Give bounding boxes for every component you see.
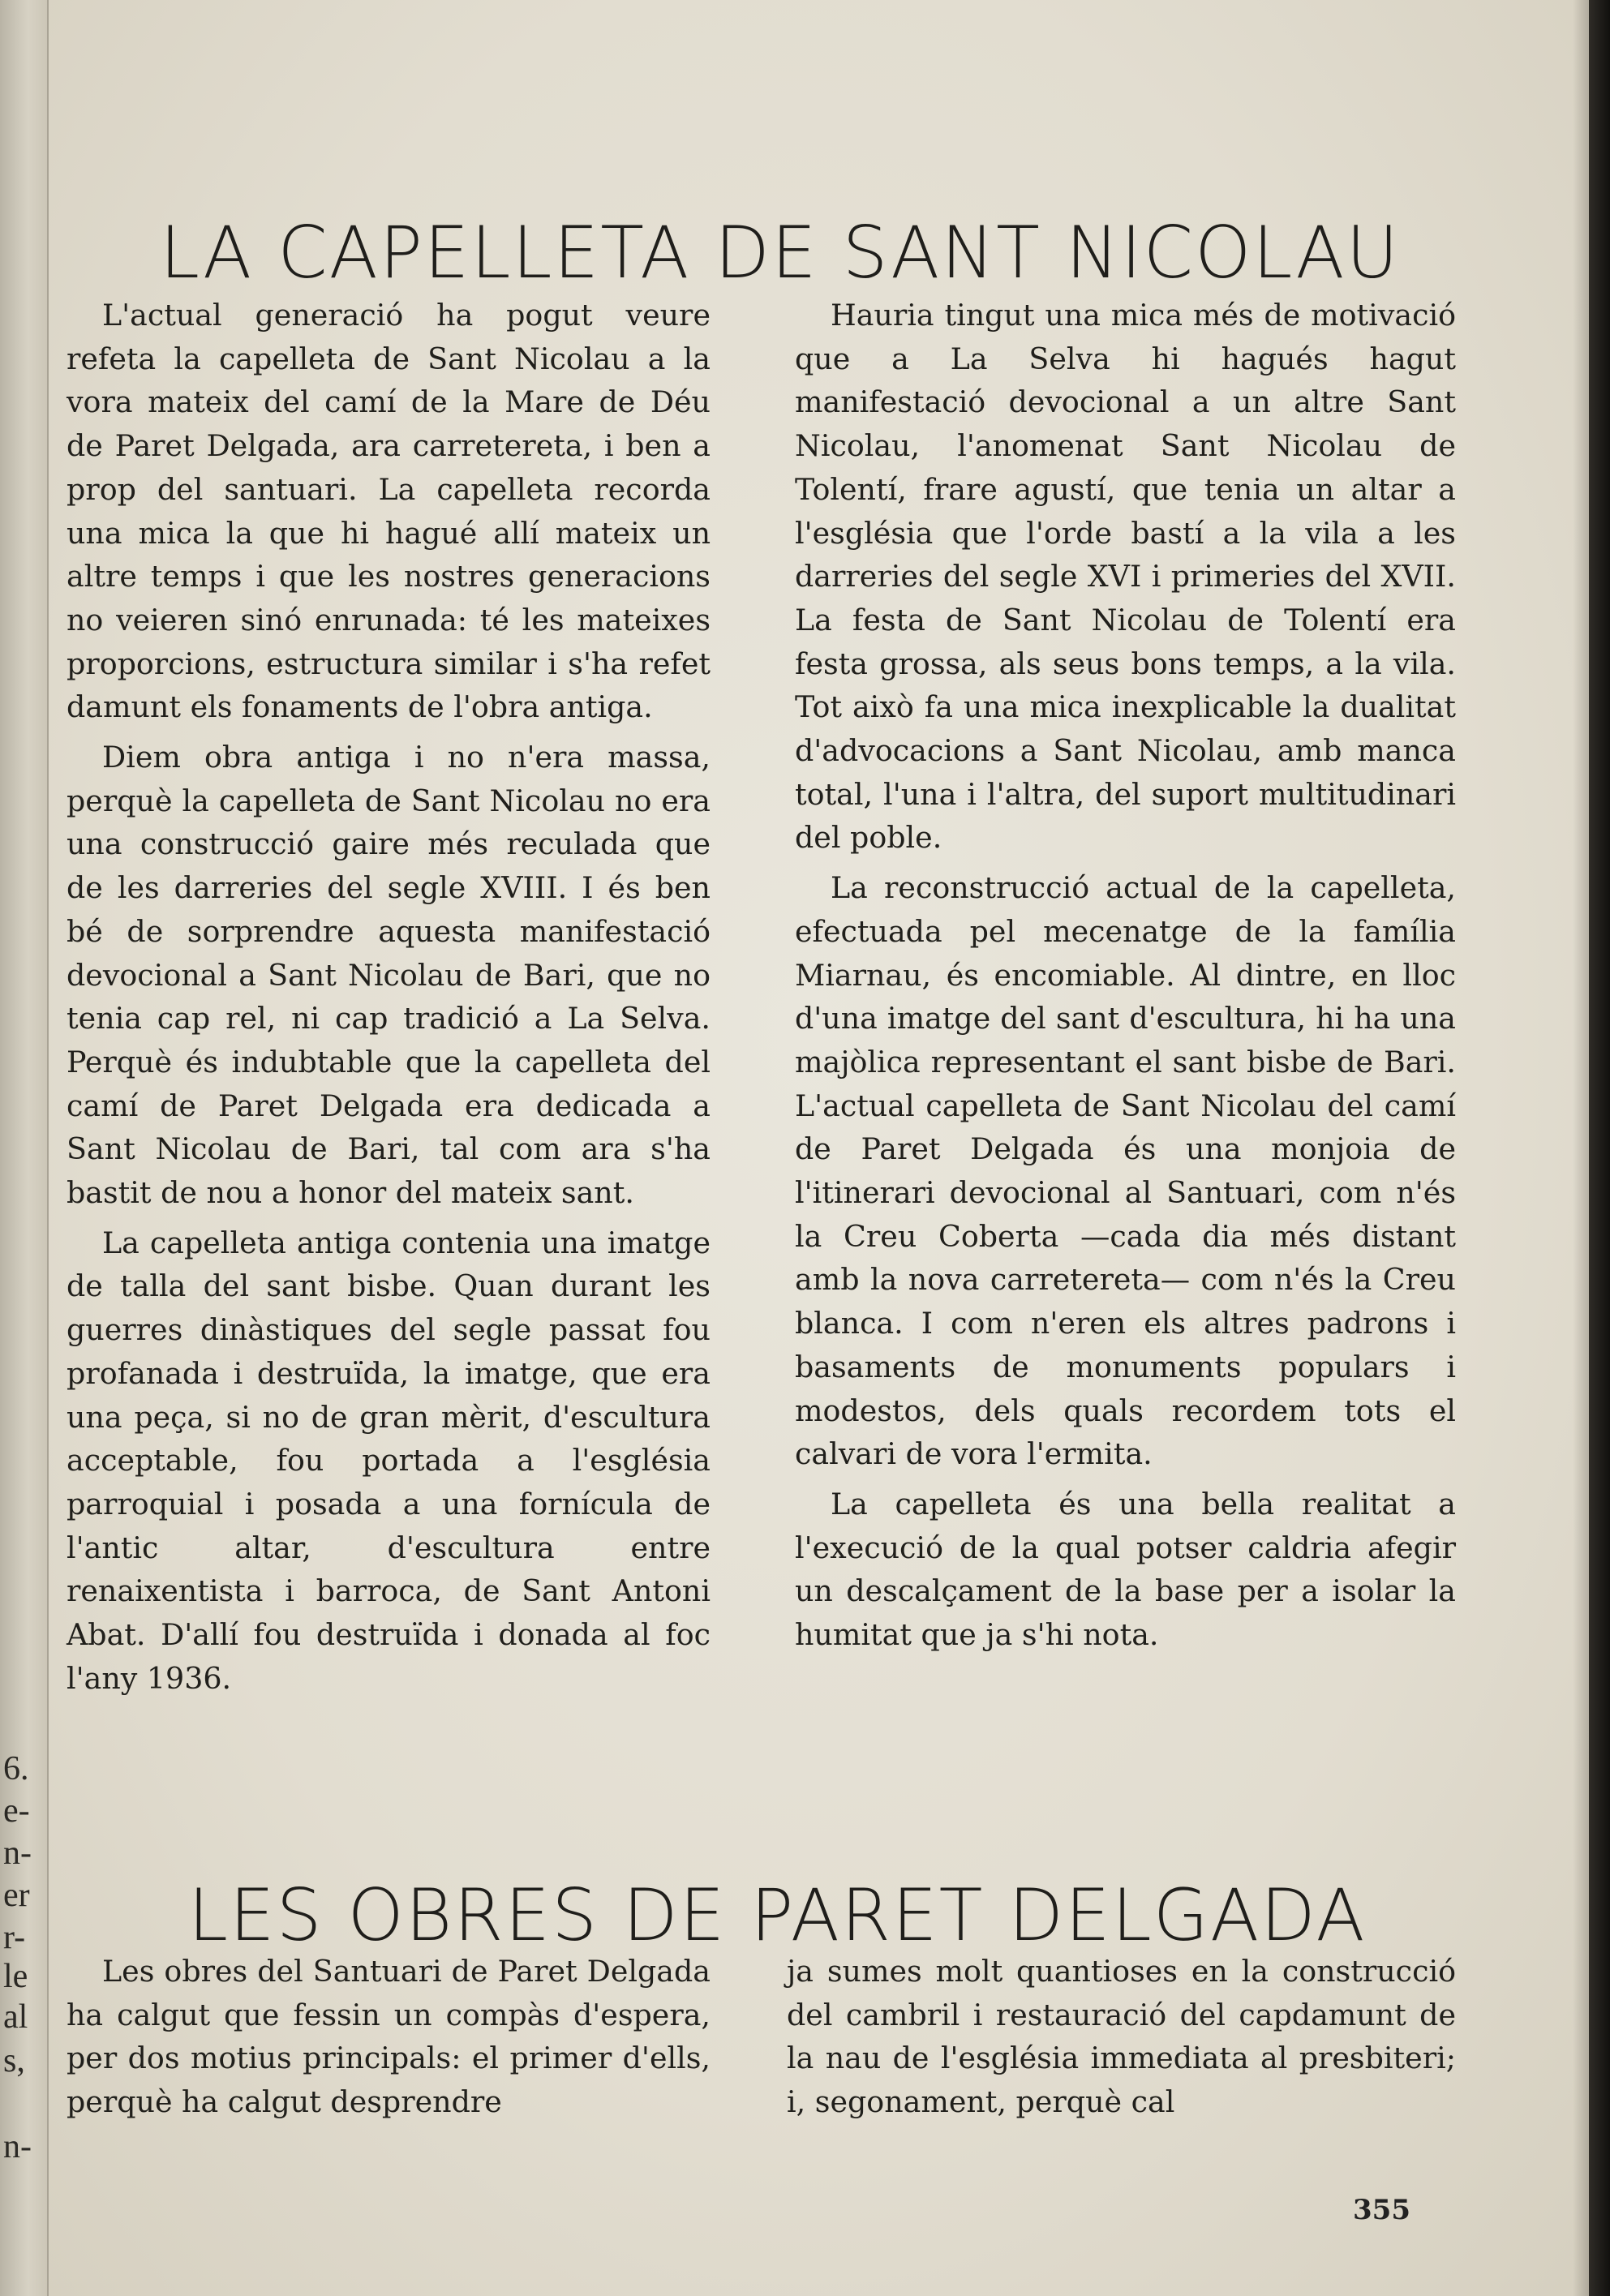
article-right-column [795,294,1456,1663]
page-number: 355 [1353,2194,1410,2226]
margin-fragment: al [3,1998,28,2036]
paragraph: ja sumes molt quantioses en la construcció del cambril i restauració del capdamunt de la nau de l'església immediata al presbiteri; i, segonament, perquè cal [787,1954,1456,2120]
margin-fragment: 6. [3,1750,29,1787]
paragraph: La capelleta antiga contenia una imatge de talla del sant bisbe. Quan durant les guerres dinàstiques del segle passat fou profanada i destruïda, la imatge, que era una peça, si no de gran mèrit, d'escultura acceptable, fou portada a l'església parroquial i posada a una fornícula de l'antic altar, d'escultura entre renaixentista i barroca, de Sant Antoni Abat. D'allí fou destruïda i donada al foc l'any 1936. [67,1225,711,1696]
margin-fragment: s, [3,2042,25,2079]
paragraph: Les obres del Santuari de Paret Delgada ha calgut que fessin un compàs d'espera, per dos motius principals: el primer d'ells, perquè ha calgut desprendre [67,1954,711,2120]
article-left-column [67,294,711,1707]
margin-fragment: le [3,1958,28,1995]
paragraph: La reconstrucció actual de la capelleta, efectuada pel mecenatge de la família Miarnau, és encomiable. Al dintre, en lloc d'una imatge del sant d'escultura, hi ha una majòlica representant el sant bisbe de Bari. L'actual capelleta de Sant Nicolau del camí de Paret Delgada és una monjoia de l'itinerari devocional al Santuari, com n'és la Creu Coberta —cada dia més distant amb la nova carretereta— com n'és la Creu blanca. I com n'eren els altres padrons i basaments de monuments populars i modestos, dels quals recordem tots el calvari de vora l'ermita. [795,870,1456,1472]
margin-fragment: er [3,1877,30,1914]
scan-edge [1589,0,1610,2296]
paragraph: Hauria tingut una mica més de motivació que a La Selva hi hagués hagut manifestació devocional a un altre Sant Nicolau, l'anomenat Sant Nicolau de Tolentí, frare agustí, que tenia un altar a l'església que l'orde bastí a la vila a les darreries del segle XVI i primeries del XVII. La festa de Sant Nicolau de Tolentí era festa grossa, als seus bons temps, a la vila. Tot això fa una mica inexplicable la dualitat d'advocacions a Sant Nicolau, amb manca total, l'una i l'altra, del suport multitudinari del poble. [795,298,1456,856]
article-title: LA CAPELLETA DE SANT NICOLAU [160,211,1401,294]
paragraph: Diem obra antiga i no n'era massa, perquè la capelleta de Sant Nicolau no era una construcció gaire més reculada que de les darreries del segle XVIII. I és ben bé de sorprendre aquesta manifestació devocional a Sant Nicolau de Bari, que no tenia cap rel, ni cap tradició a La Selva. Perquè és indubtable que la capelleta del camí de Paret Delgada era dedicada a Sant Nicolau de Bari, tal com ara s'ha bastit de nou a honor del mateix sant. [67,740,711,1211]
article-right-column [787,1950,1456,2131]
paragraph: La capelleta és una bella realitat a l'execució de la qual potser caldria afegir un descalçament de la base per a isolar la humitat que ja s'hi nota. [795,1486,1456,1653]
margin-fragment: r- [3,1919,26,1956]
article-left-column [67,1950,711,2131]
paragraph: L'actual generació ha pogut veure refeta la capelleta de Sant Nicolau a la vora mateix del camí de la Mare de Déu de Paret Delgada, ara carretereta, i ben a prop del santuari. La capelleta recorda una mica la que hi hagué allí mateix un altre temps i que les nostres generacions no veieren sinó enrunada: té les mateixes proporcions, estructura similar i s'ha refet damunt els fonaments de l'obra antiga. [67,298,711,725]
margin-fragment: n- [3,2128,32,2165]
article-title: LES OBRES DE PARET DELGADA [188,1873,1367,1957]
margin-fragment: e- [3,1792,30,1830]
margin-fragment: n- [3,1835,32,1872]
adjacent-page-edge [0,0,49,2296]
page-shadow [1573,0,1589,2296]
